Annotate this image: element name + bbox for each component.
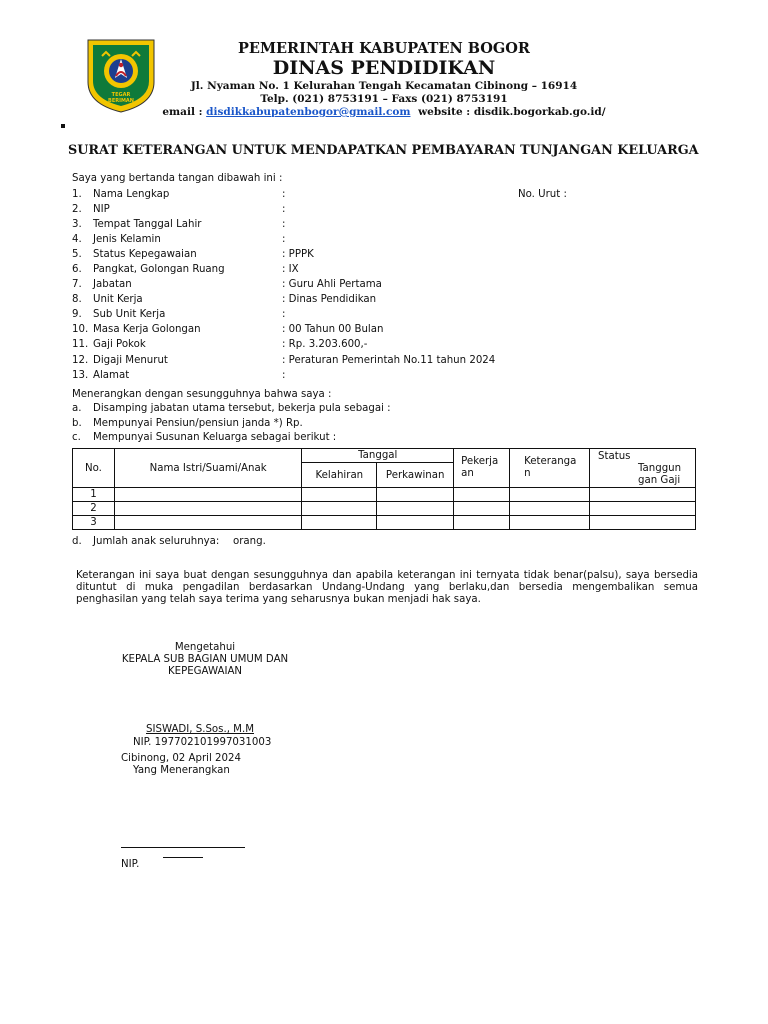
field-number: 10. bbox=[72, 324, 89, 335]
field-label-digaji: Digaji Menurut bbox=[93, 355, 168, 366]
tanggungan-line1: Tanggun bbox=[638, 463, 682, 474]
declaration-item-c: Mempunyai Susunan Keluarga sebagai berikut : bbox=[93, 432, 337, 443]
field-value-ttl: : bbox=[282, 219, 286, 230]
row-number: 1 bbox=[73, 488, 115, 502]
field-label-subunit: Sub Unit Kerja bbox=[93, 309, 166, 320]
field-label-ttl: Tempat Tanggal Lahir bbox=[93, 219, 202, 230]
regency-logo bbox=[86, 38, 156, 114]
field-number: 11. bbox=[72, 339, 89, 350]
table-row bbox=[73, 488, 696, 502]
col-header-keterangan bbox=[510, 449, 590, 488]
children-count-unit: orang. bbox=[233, 536, 266, 547]
website-text: website : disdik.bogorkab.go.id/ bbox=[418, 106, 606, 118]
signature-subline bbox=[163, 857, 203, 858]
col-header-no: No. bbox=[73, 449, 115, 488]
email-link[interactable]: disdikkabupatenbogor@gmail.com bbox=[206, 106, 411, 118]
place-date: Cibinong, 02 April 2024 bbox=[121, 753, 241, 764]
field-number: 7. bbox=[72, 279, 82, 290]
field-number: 8. bbox=[72, 294, 82, 305]
letterhead-contact bbox=[160, 106, 608, 118]
status-label: Status bbox=[598, 451, 631, 462]
field-label-status: Status Kepegawaian bbox=[93, 249, 197, 260]
declaration-item-a: Disamping jabatan utama tersebut, bekerja pula sebagai : bbox=[93, 403, 391, 414]
field-label-gender: Jenis Kelamin bbox=[93, 234, 161, 245]
letterhead-address: Jl. Nyaman No. 1 Kelurahan Tengah Kecamatan Cibinong – 16914 bbox=[190, 80, 578, 92]
letterhead-government: PEMERINTAH KABUPATEN BOGOR bbox=[238, 40, 530, 57]
table-row bbox=[73, 516, 696, 530]
col-header-name: Nama Istri/Suami/Anak bbox=[114, 449, 302, 488]
field-number: 4. bbox=[72, 234, 82, 245]
field-number: 13. bbox=[72, 370, 89, 381]
field-value-nip: : bbox=[282, 204, 286, 215]
field-value-digaji: : Peraturan Pemerintah No.11 tahun 2024 bbox=[282, 355, 496, 366]
keterangan-line1: Keteranga bbox=[524, 456, 577, 467]
field-value-pangkat: : IX bbox=[282, 264, 299, 275]
field-value-jabatan: : Guru Ahli Pertama bbox=[282, 279, 382, 290]
row-number: 2 bbox=[73, 502, 115, 516]
intro-text: Saya yang bertanda tangan dibawah ini : bbox=[72, 173, 283, 184]
pekerjaan-line1: Pekerja bbox=[461, 456, 499, 467]
field-label-nip: NIP bbox=[93, 204, 110, 215]
col-header-status bbox=[590, 449, 696, 488]
children-letter: d. bbox=[72, 536, 82, 547]
bottom-nip-label: NIP. bbox=[121, 859, 140, 870]
signatory-name: SISWADI, S.Sos., M.M bbox=[146, 724, 254, 735]
declaration-item-b: Mempunyai Pensiun/pensiun janda *) Rp. bbox=[93, 418, 303, 429]
yang-menerangkan-label: Yang Menerangkan bbox=[133, 765, 230, 776]
field-value-gaji: : Rp. 3.203.600,- bbox=[282, 339, 368, 350]
field-value-status: : PPPK bbox=[282, 249, 314, 260]
signature-line bbox=[121, 847, 245, 848]
field-number: 12. bbox=[72, 355, 89, 366]
declaration-letter: c. bbox=[72, 432, 81, 443]
tanggungan-label bbox=[590, 463, 695, 487]
keterangan-line2: n bbox=[524, 468, 531, 479]
field-number: 6. bbox=[72, 264, 82, 275]
field-number: 5. bbox=[72, 249, 82, 260]
col-header-kelahiran: Kelahiran bbox=[302, 463, 377, 488]
field-value-nama: : bbox=[282, 189, 286, 200]
document-title: SURAT KETERANGAN UNTUK MENDAPATKAN PEMBAYARAN TUNJANGAN KELUARGA bbox=[68, 143, 699, 158]
signatory-nip: NIP. 197702101997031003 bbox=[133, 737, 272, 748]
field-number: 3. bbox=[72, 219, 82, 230]
col-header-tanggal: Tanggal bbox=[302, 449, 454, 463]
no-urut-label: No. Urut : bbox=[518, 189, 567, 200]
field-label-unit: Unit Kerja bbox=[93, 294, 143, 305]
field-number: 9. bbox=[72, 309, 82, 320]
row-number: 3 bbox=[73, 516, 115, 530]
field-label-alamat: Alamat bbox=[93, 370, 130, 381]
signatory-position-2: KEPEGAWAIAN bbox=[167, 666, 243, 677]
bullet-mark bbox=[61, 124, 65, 128]
col-header-pekerjaan bbox=[454, 449, 510, 488]
field-label-pangkat: Pangkat, Golongan Ruang bbox=[93, 264, 225, 275]
field-value-masa-kerja: : 00 Tahun 00 Bulan bbox=[282, 324, 384, 335]
children-count-label: Jumlah anak seluruhnya: bbox=[93, 536, 220, 547]
declaration-intro: Menerangkan dengan sesungguhnya bahwa saya : bbox=[72, 389, 332, 400]
email-label: email : bbox=[162, 106, 203, 118]
letterhead-phone: Telp. (021) 8753191 – Faxs (021) 8753191 bbox=[260, 93, 508, 105]
field-value-subunit: : bbox=[282, 309, 286, 320]
field-number: 2. bbox=[72, 204, 82, 215]
field-label-nama: Nama Lengkap bbox=[93, 189, 170, 200]
statement-paragraph: Keterangan ini saya buat dengan sesungguhnya dan apabila keterangan ini ternyata tidak benar(palsu), saya bersedia dituntut di muka pengadilan berdasarkan Undang-Undang yang berlaku,dan bersedia mengembalikan semua penghasilan yang telah saya terima yang seharusnya bukan menjadi hak saya. bbox=[76, 570, 698, 605]
field-value-alamat: : bbox=[282, 370, 286, 381]
declaration-letter: b. bbox=[72, 418, 82, 429]
field-label-masa-kerja: Masa Kerja Golongan bbox=[93, 324, 201, 335]
family-table bbox=[72, 448, 696, 530]
signatory-position-1: KEPALA SUB BAGIAN UMUM DAN bbox=[121, 654, 289, 665]
logo-motto: TEGAR BERIMAN bbox=[108, 92, 134, 104]
col-header-perkawinan: Perkawinan bbox=[377, 463, 454, 488]
field-value-gender: : bbox=[282, 234, 286, 245]
tanggungan-line2: gan Gaji bbox=[638, 475, 681, 486]
field-value-unit: : Dinas Pendidikan bbox=[282, 294, 377, 305]
mengetahui-label: Mengetahui bbox=[174, 642, 236, 653]
field-number: 1. bbox=[72, 189, 82, 200]
field-label-jabatan: Jabatan bbox=[93, 279, 132, 290]
pekerjaan-line2: an bbox=[461, 468, 474, 479]
declaration-letter: a. bbox=[72, 403, 82, 414]
table-row bbox=[73, 502, 696, 516]
field-label-gaji: Gaji Pokok bbox=[93, 339, 146, 350]
letterhead-agency: DINAS PENDIDIKAN bbox=[272, 57, 496, 79]
